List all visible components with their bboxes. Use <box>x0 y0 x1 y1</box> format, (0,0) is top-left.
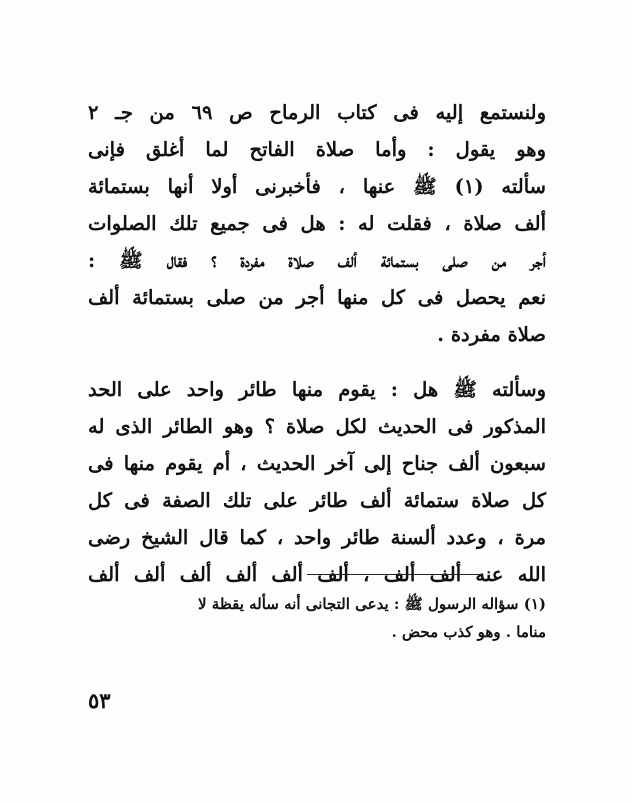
page-number: ٥٣ <box>88 688 111 713</box>
text-line: المذكور فى الحديث لكل صلاة ؟ وهو الطائر الذى له <box>88 415 546 438</box>
footnote-line: (١) سؤاله الرسول ﷺ : يدعى التجانى أنه سأله يقظة لا <box>198 595 546 613</box>
text-line: وهو يقول : وأما صلاة الفاتح لما أغلق فإنى <box>88 138 546 161</box>
text-line: ألف صلاة ، فقلت له : هل فى جميع تلك الصلوات <box>88 212 546 235</box>
text-line: مرة ، وعدد ألسنة طائر واحد ، كما قال الشيخ رضى <box>88 526 546 549</box>
text-line: صلاة مفردة . <box>437 323 546 346</box>
text-line: ولنستمع إليه فى كتاب الرماح ص ٦٩ من جـ ٢ <box>88 101 546 124</box>
footnote <box>88 590 546 646</box>
text-line: سبعون ألف جناح إلى آخر الحديث ، أم يقوم منها فى <box>88 452 546 475</box>
text-line: أجر من صلى بستمائة ألف صلاة مفردة ؟ فقال ﷺ : <box>88 249 546 272</box>
text-line: سألته (١) ﷺ عنها ، فأخبرنى أولا أنها بستمائة <box>88 175 546 198</box>
text-line: وسألته ﷺ هل : يقوم منها طائر واحد على الحد <box>88 378 546 401</box>
text-line: الله عنه ألف ألف ، ألف ألف ألف ألف ألف ألف <box>88 563 546 586</box>
paragraph-gap <box>88 353 546 371</box>
text-line: نعم يحصل فى كل منها أجر من صلى بستمائة ألف <box>88 286 546 309</box>
footnote-line: مناما . وهو كذب محض . <box>391 623 546 641</box>
main-text <box>88 94 546 593</box>
text-line: كل صلاة ستمائة ألف طائر على تلك الصفة فى كل <box>88 489 546 512</box>
footnote-separator <box>307 574 483 575</box>
